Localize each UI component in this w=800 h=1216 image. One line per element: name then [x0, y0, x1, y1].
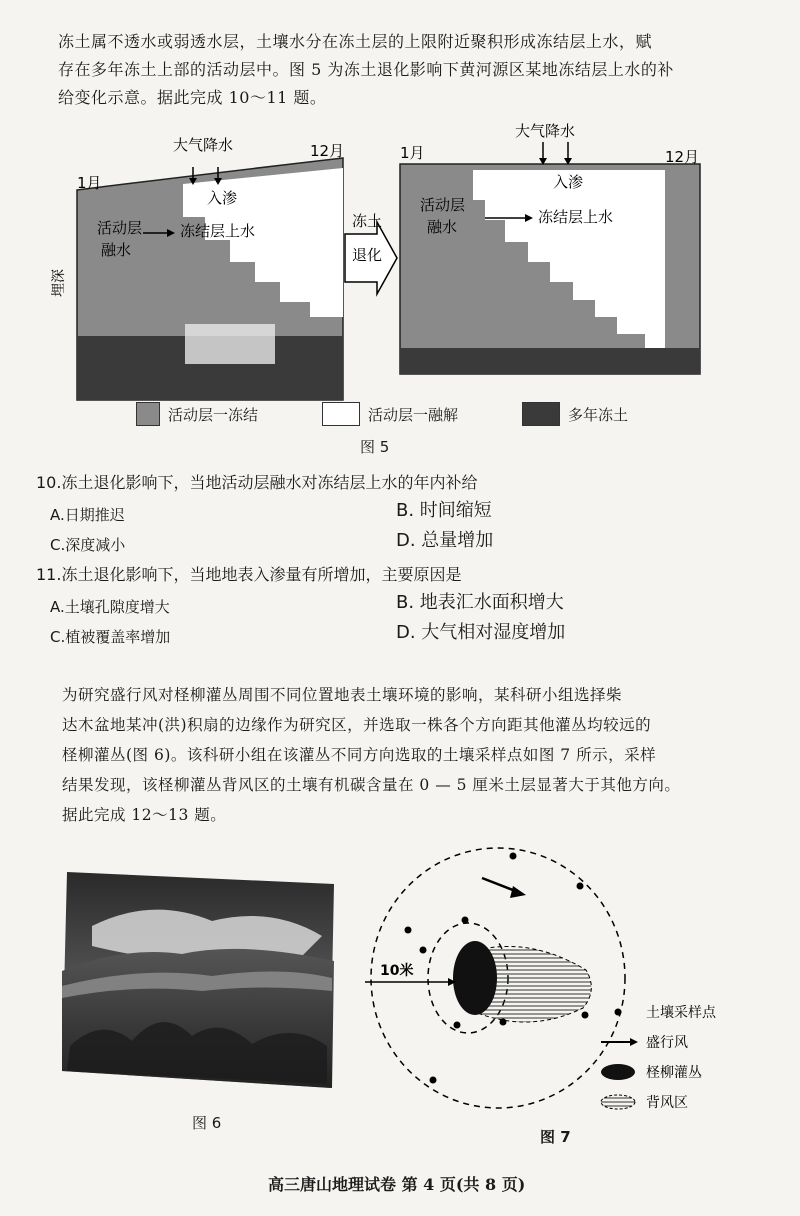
question-10-stem: 10.冻土退化影响下，当地活动层融水对冻结层上水的年内补给	[36, 473, 478, 492]
question-11-stem: 11.冻土退化影响下，当地地表入渗量有所增加，主要原因是	[36, 565, 462, 584]
shrub-marker	[453, 941, 497, 1015]
legend-sample-point: 土壤采样点	[646, 1005, 716, 1021]
fig5-right-dec: 12月	[665, 148, 700, 166]
fig7-distance-label: 10米	[380, 963, 414, 979]
legend-thawed-swatch	[322, 402, 360, 426]
figure7-caption: 图 7	[540, 1128, 571, 1146]
legend-leeward-zone: 背风区	[646, 1095, 688, 1111]
fig5-right-suprapermafrost: 冻结层上水	[538, 208, 614, 226]
intro1-line3: 给变化示意。据此完成 10～11 题。	[58, 88, 327, 107]
intro2-line4: 结果发现，该柽柳灌丛背风区的土壤有机碳含量在 0 — 5 厘米土层显著大于其他方向。	[62, 776, 681, 794]
legend-frozen	[136, 402, 258, 426]
intro1-line1: 冻土属不透水或弱透水层，土壤水分在冻土层的上限附近聚积形成冻结层上水，赋	[58, 32, 653, 51]
fig5-left-suprapermafrost: 冻结层上水	[180, 222, 256, 240]
fig5-left-meltwater-1: 活动层	[97, 219, 143, 237]
figure5-degradation-arrow	[345, 212, 397, 294]
figure5-caption: 图 5	[360, 438, 390, 456]
intro1-line2: 存在多年冻土上部的活动层中。图 5 为冻土退化影响下黄河源区某地冻结层上水的补	[58, 60, 674, 79]
fig5-left-infiltration: 入渗	[207, 189, 238, 207]
figure-7-legend	[596, 1000, 796, 1115]
intro2-line5: 据此完成 12～13 题。	[62, 806, 227, 824]
legend-frozen-swatch	[136, 402, 160, 426]
intro-paragraph-1	[58, 28, 758, 112]
legend-shrub: 柽柳灌丛	[646, 1065, 702, 1081]
figure-6-photo	[62, 866, 340, 1096]
fig5-left-jan: 1月	[77, 174, 102, 192]
fig5-right-infiltration: 入渗	[553, 173, 584, 191]
legend-permafrost-swatch	[522, 402, 560, 426]
fig5-right-precip: 大气降水	[515, 122, 576, 140]
intro2-line1: 为研究盛行风对柽柳灌丛周围不同位置地表土壤环境的影响，某科研小组选择柴	[62, 686, 623, 704]
fig5-left-meltwater-2: 融水	[101, 241, 132, 259]
fig5-left-precip: 大气降水	[173, 136, 234, 154]
question-11-option-a: A.土壤孔隙度增大	[50, 598, 170, 616]
figure5-left-panel	[51, 136, 344, 400]
fig5-left-dec: 12月	[310, 142, 345, 160]
question-11-option-c: C.植被覆盖率增加	[50, 628, 171, 646]
fig5-right-jan: 1月	[400, 144, 425, 162]
figure5-right-panel	[400, 122, 700, 374]
question-10-option-a: A.日期推迟	[50, 506, 125, 524]
intro2-line3: 柽柳灌丛(图 6)。该科研小组在该灌丛不同方向选取的土壤采样点如图 7 所示，采样	[62, 746, 657, 764]
intro-paragraph-2	[62, 680, 762, 830]
fig5-arrow-line2: 退化	[352, 246, 383, 264]
legend-thawed-label: 活动层一融解	[368, 405, 459, 424]
fig5-right-meltwater-1: 活动层	[420, 196, 466, 214]
legend-permafrost-label: 多年冻土	[568, 405, 629, 424]
legend-thawed	[322, 402, 458, 426]
question-10-option-d: D. 总量增加	[396, 530, 494, 551]
legend-permafrost	[522, 402, 628, 426]
fig5-arrow-line1: 冻土	[352, 212, 383, 230]
fig5-depth-label: 埋深	[51, 269, 67, 297]
intro2-line2: 达木盆地某冲(洪)积扇的边缘作为研究区，并选取一株各个方向距其他灌丛均较远的	[62, 716, 652, 734]
figure6-caption: 图 6	[192, 1114, 222, 1132]
fig5-right-meltwater-2: 融水	[427, 218, 458, 236]
legend-prevailing-wind: 盛行风	[646, 1035, 688, 1051]
question-10-option-c: C.深度减小	[50, 536, 126, 554]
question-11-option-b: B. 地表汇水面积增大	[396, 592, 564, 613]
question-11-option-d: D. 大气相对湿度增加	[396, 622, 566, 643]
figure-5-diagram	[51, 112, 715, 412]
question-10-option-b: B. 时间缩短	[396, 500, 492, 521]
legend-frozen-label: 活动层一冻结	[168, 405, 259, 424]
page-footer: 高三唐山地理试卷 第 4 页(共 8 页)	[268, 1175, 526, 1194]
